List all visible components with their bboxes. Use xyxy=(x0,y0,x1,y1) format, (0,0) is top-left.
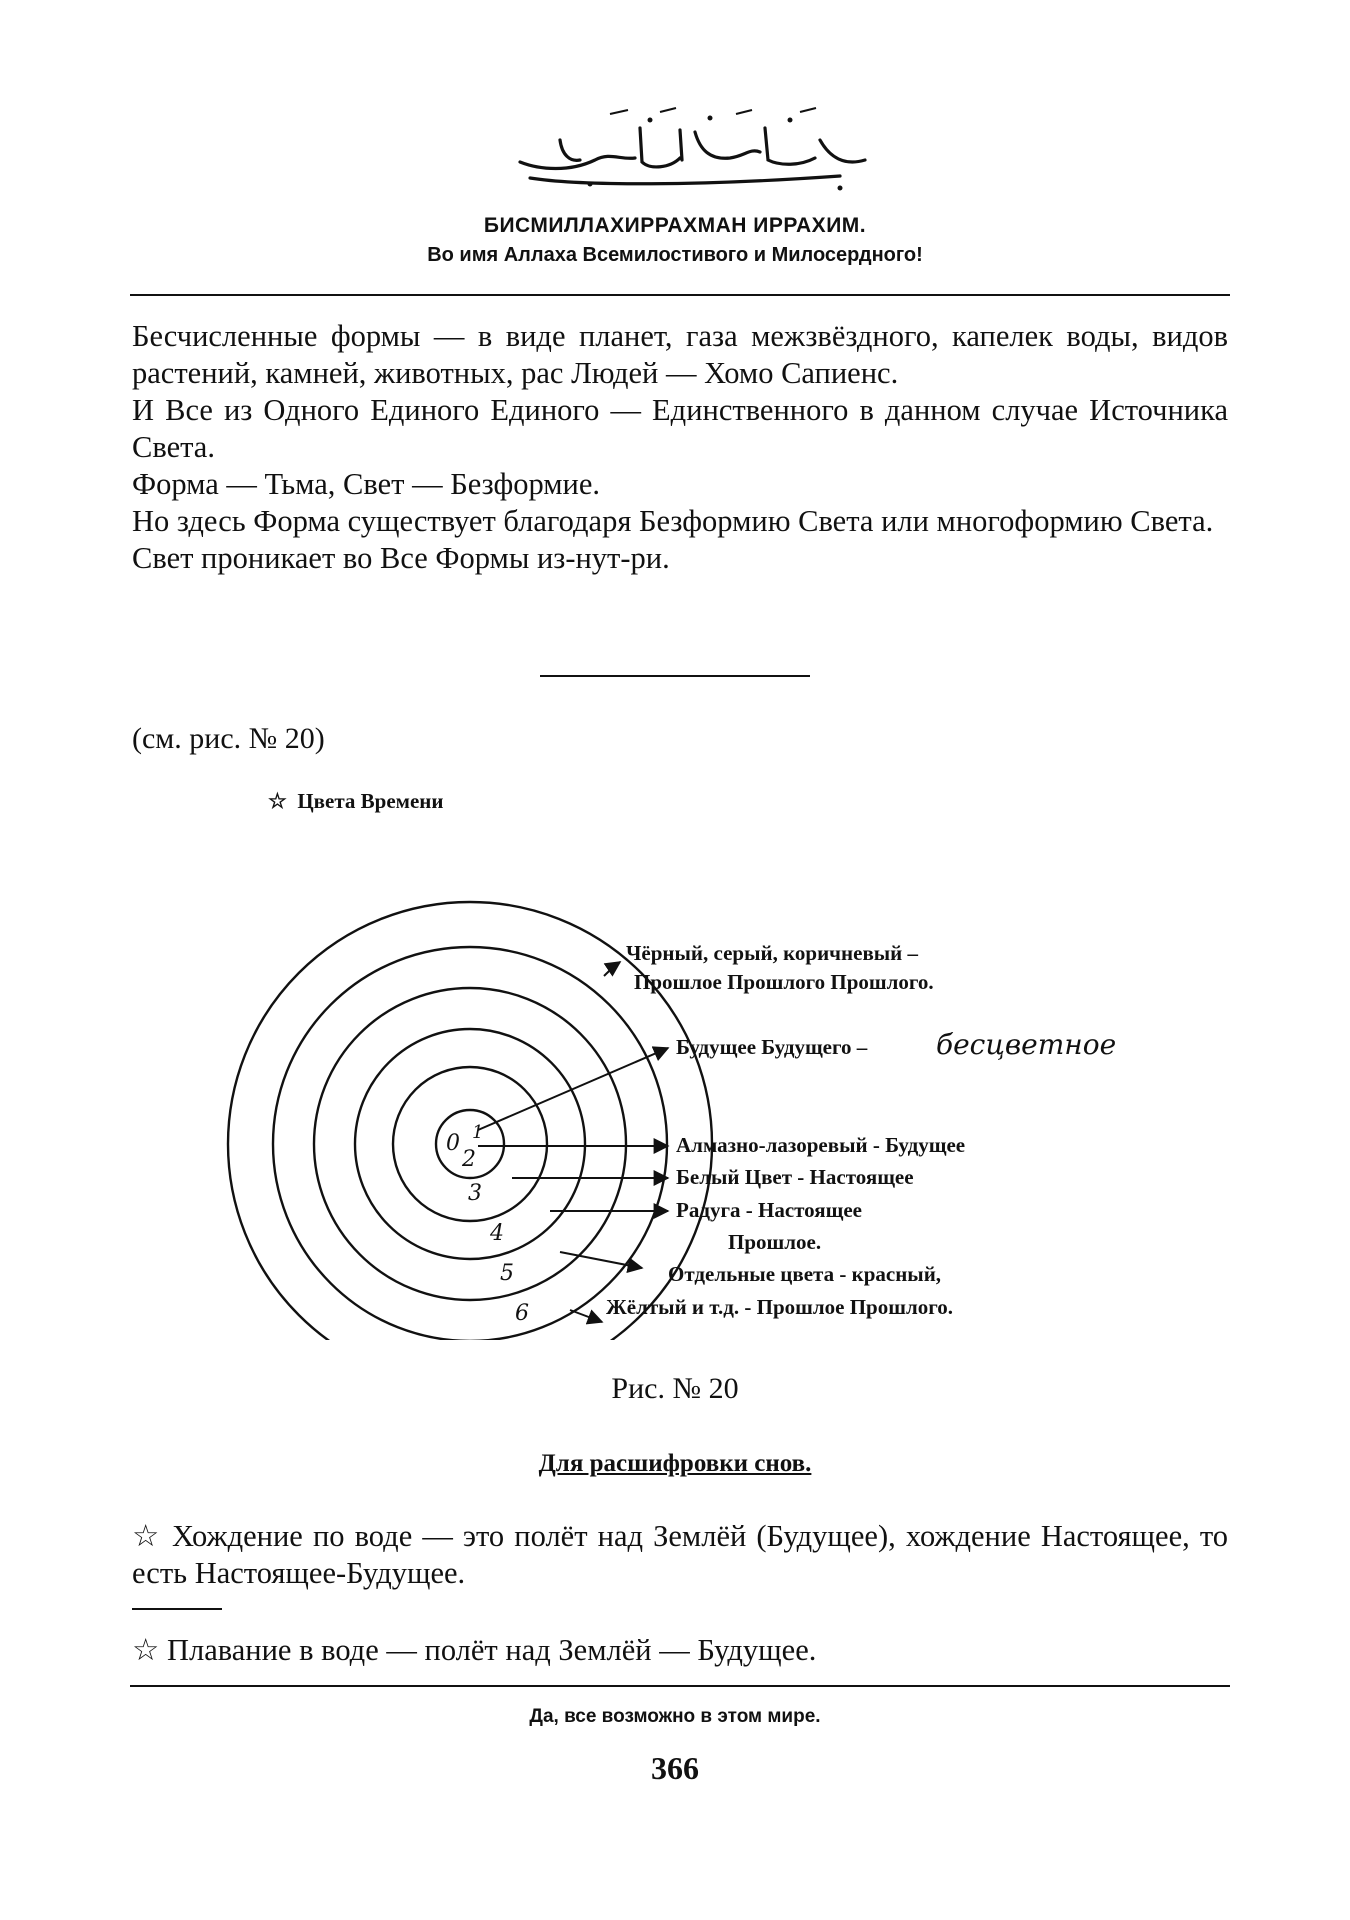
arrow-future-future xyxy=(478,1048,668,1130)
page-number: 366 xyxy=(651,1750,699,1786)
figure-caption: Рис. № 20 xyxy=(611,1372,739,1405)
item-divider xyxy=(132,1608,222,1610)
figure-title xyxy=(268,789,443,814)
ring-number: 0 xyxy=(446,1131,460,1156)
ring-number: 6 xyxy=(515,1301,529,1326)
star-outline-icon: ☆ xyxy=(132,1519,162,1553)
figure-title-text: Цвета Времени xyxy=(297,789,444,813)
ring-number: 3 xyxy=(468,1181,482,1206)
label-separate-1: Отдельные цвета - красный, xyxy=(668,1262,942,1286)
footer-note: Да, все возможно в этом мире. xyxy=(529,1706,821,1727)
star-outline-icon: ☆ xyxy=(268,789,287,813)
paragraph: Свет проникает во Все Формы из-нут-ри. xyxy=(132,541,670,575)
arrow-outer xyxy=(604,962,620,976)
section-divider xyxy=(540,675,810,677)
section-title: Для расшифровки снов. xyxy=(538,1450,812,1477)
figure-reference: (см. рис. № 20) xyxy=(132,722,325,755)
ring-3 xyxy=(355,1029,585,1259)
list-item-text: Хождение по воде — это полёт над Землёй (Будущее), хождение Настоящее, то есть Настоящее-Будущее. xyxy=(132,1519,1229,1590)
paragraph: Но здесь Форма существует благодаря Безформию Света или многоформию Света. xyxy=(132,504,1214,538)
label-white: Белый Цвет - Настоящее xyxy=(676,1165,914,1189)
ring-number: 1 xyxy=(472,1122,484,1143)
ring-number: 5 xyxy=(500,1261,514,1286)
label-past: Прошлое. xyxy=(728,1230,822,1254)
label-outer-1: Чёрный, серый, коричневый – xyxy=(626,941,919,965)
label-rainbow: Радуга - Настоящее xyxy=(676,1198,863,1222)
label-future-future: Будущее Будущего – xyxy=(676,1035,868,1059)
concentric-rings-figure xyxy=(0,900,1350,1340)
ring-4 xyxy=(314,988,626,1300)
paragraph: Бесчисленные формы — в виде планет, газа межзвёздного, капелек воды, видов растений, камней, животных, рас Людей — Хомо Сапиенс. xyxy=(132,319,1228,390)
top-divider xyxy=(130,294,1230,296)
label-separate-2: Жёлтый и т.д. - Прошлое Прошлого. xyxy=(606,1295,954,1319)
handwritten-note: бесцветное xyxy=(936,1028,1117,1061)
basmala-calligraphy-icon xyxy=(500,100,880,200)
ring-number: 2 xyxy=(462,1147,476,1172)
paragraph: И Все из Одного Единого Единого — Единственного в данном случае Источника Света. xyxy=(132,393,1228,464)
list-item xyxy=(132,1632,1228,1669)
label-outer-2: Прошлое Прошлого Прошлого. xyxy=(634,970,934,994)
label-diamond: Алмазно-лазоревый - Будущее xyxy=(676,1133,966,1157)
ring-5 xyxy=(273,947,667,1340)
arrow-yellow xyxy=(570,1310,602,1322)
ring-6 xyxy=(228,902,712,1340)
header-title: БИСМИЛЛАХИРРАХМАН ИРРАХИМ. xyxy=(483,214,867,237)
list-item-text: Плавание в воде — полёт над Землёй — Будущее. xyxy=(166,1633,817,1667)
star-outline-icon: ☆ xyxy=(132,1633,160,1667)
paragraph: Форма — Тьма, Свет — Безформие. xyxy=(132,467,601,501)
header-subtitle: Во имя Аллаха Всемилостивого и Милосердного! xyxy=(427,244,923,266)
list-item xyxy=(132,1518,1228,1592)
body-text xyxy=(132,318,1228,577)
bottom-divider xyxy=(130,1685,1230,1687)
ring-number: 4 xyxy=(490,1221,504,1246)
